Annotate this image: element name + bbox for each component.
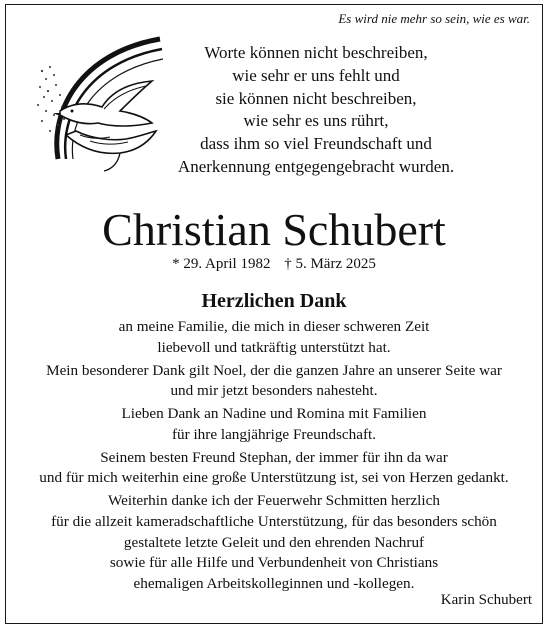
- thanks-line: sowie für alle Hilfe und Verbundenheit von Christians: [109, 554, 439, 572]
- thanks-title: Herzlichen Dank: [201, 290, 347, 312]
- thanks-line: Weiterhin danke ich der Feuerwehr Schmitten herzlich: [108, 492, 440, 510]
- death-date: † 5. März 2025: [284, 256, 376, 272]
- poem: [136, 42, 496, 179]
- poem-line: wie sehr es uns rührt,: [243, 111, 389, 131]
- deceased-name: Christian Schubert: [102, 204, 446, 255]
- poem-line: Worte können nicht beschreiben,: [204, 43, 428, 62]
- thanks-line: Lieben Dank an Nadine und Romina mit Familien: [121, 405, 427, 423]
- poem-line: dass ihm so viel Freundschaft und: [200, 134, 432, 154]
- thanks-text: [6, 317, 542, 597]
- thanks-paragraph: [6, 491, 542, 594]
- poem-line: sie können nicht beschreiben,: [215, 88, 417, 108]
- thanks-paragraph: [6, 317, 542, 358]
- signature: Karin Schubert: [440, 592, 532, 608]
- thanks-paragraph: [6, 404, 542, 445]
- thanks-line: und mir jetzt besonders nahesteht.: [170, 382, 378, 400]
- thanks-line: für die allzeit kameradschaftliche Unterstützung, für das besonders schön: [51, 512, 497, 530]
- birth-date: * 29. April 1982: [172, 256, 271, 272]
- poem-line: Anerkennung entgegengebracht wurden.: [177, 156, 455, 176]
- thanks-line: Mein besonderer Dank gilt Noel, der die ganzen Jahre an unserer Seite war: [46, 361, 502, 379]
- thanks-line: Seinem besten Freund Stephan, der immer für ihn da war: [100, 448, 448, 466]
- obituary-notice: [5, 4, 543, 624]
- thanks-paragraph: [6, 448, 542, 489]
- thanks-line: und für mich weiterhin eine große Unterstützung ist, sei von Herzen gedankt.: [39, 469, 509, 487]
- thanks-line: für ihre langjährige Freundschaft.: [171, 425, 377, 443]
- thanks-line: ehemaligen Arbeitskolleginnen und -kollegen.: [133, 574, 415, 592]
- motto: Es wird nie mehr so sein, wie es war.: [338, 11, 530, 26]
- thanks-line: liebevoll und tatkräftig unterstützt hat.: [157, 338, 391, 356]
- poem-line: wie sehr er uns fehlt und: [232, 65, 400, 85]
- thanks-line: gestaltete letzte Geleit und den ehrenden Nachruf: [123, 533, 425, 551]
- thanks-paragraph: [6, 361, 542, 402]
- thanks-line: an meine Familie, die mich in dieser schweren Zeit: [118, 318, 430, 335]
- life-dates: [6, 256, 542, 273]
